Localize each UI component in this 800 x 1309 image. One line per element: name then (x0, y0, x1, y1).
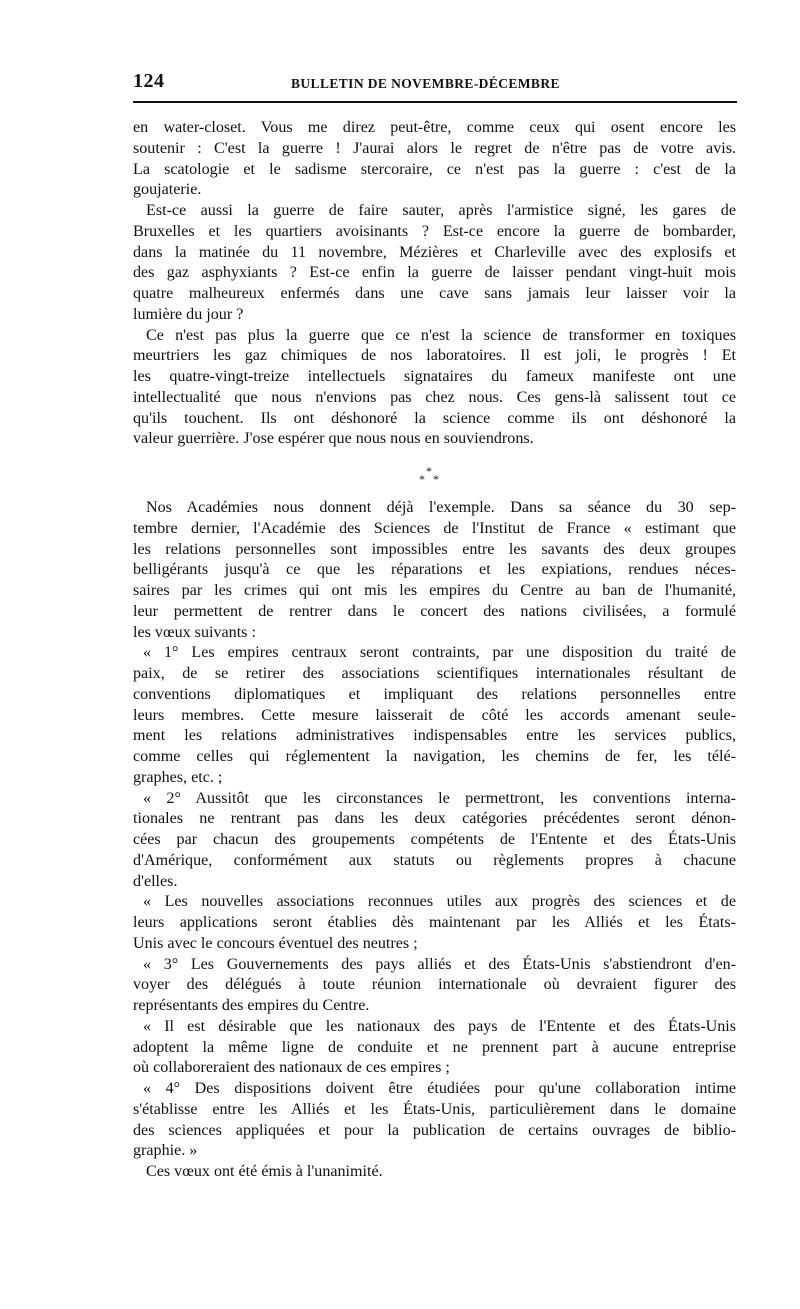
paragraph (133, 1017, 736, 1079)
text-line: leurs applications seront établies dès maintenant par les Alliés et les États- (133, 914, 736, 931)
text-line: comme celles qui réglementent la navigation, les chemins de fer, les télé- (133, 748, 736, 765)
text-line: Ce n'est pas plus la guerre que ce n'est la science de transformer en toxiques (146, 326, 736, 344)
text-line: des sciences appliquées et pour la publication de certains ouvrages de biblio- (133, 1121, 736, 1139)
asterisk-mark: * (419, 472, 425, 486)
text-line: meurtriers les gaz chimiques de nos laboratoires. Il est joli, le progrès ! Et (133, 347, 736, 365)
text-line: représentants des empires du Centre. (133, 997, 370, 1014)
text-line: ment les relations administratives indispensables entre les services publics, (133, 727, 736, 745)
text-line: La scatologie et le sadisme stercoraire, ce n'est pas la guerre : c'est de la (133, 160, 736, 178)
paragraph (133, 643, 736, 788)
paragraph (133, 1162, 736, 1183)
text-line: « 4° Des dispositions doivent être étudiées pour qu'une collaboration intime (143, 1080, 736, 1097)
text-line: leur permettent de rentrer dans le concert des nations civilisées, a formulé (133, 602, 736, 620)
text-line: « 2° Aussitôt que les circonstances le permettront, les conventions interna- (143, 789, 736, 807)
page-number: 124 (133, 70, 165, 92)
asterisk-mark: * (433, 472, 439, 486)
text-line: les relations personnelles sont impossibles entre les savants des deux groupes (133, 540, 736, 558)
text-line: leurs membres. Cette mesure laisserait de côté les accords amenant seule- (133, 706, 736, 724)
text-line: « 1° Les empires centraux seront contraints, par une disposition du traité de (143, 644, 736, 662)
text-line: « 3° Les Gouvernements des pays alliés et des États-Unis s'abstiendront d'en- (143, 955, 736, 973)
text-line: « Il est désirable que les nationaux des pays de l'Entente et des États-Unis (143, 1017, 736, 1035)
header-rule (133, 101, 737, 103)
text-line: lumière du jour ? (133, 305, 244, 323)
text-line: soutenir : C'est la guerre ! J'aurai alors le regret de n'être pas de votre avis. (133, 139, 736, 157)
text-line: Bruxelles et les quartiers avoisinants ? Est-ce encore la guerre de bombarder, (133, 222, 736, 240)
paragraph (133, 498, 736, 643)
paragraph (133, 892, 736, 954)
text-line: les vœux suivants : (133, 623, 256, 641)
text-line: valeur guerrière. J'ose espérer que nous nous en souviendrons. (133, 430, 534, 448)
section-break-asterism (133, 450, 736, 498)
paragraph (133, 955, 736, 1017)
paragraph (133, 789, 736, 893)
text-line: les quatre-vingt-treize intellectuels signataires du fameux manifeste ont une (133, 368, 736, 385)
text-line: des gaz asphyxiants ? Est-ce enfin la guerre de laisser pendant vingt-huit mois (133, 264, 736, 282)
text-line: tionales ne rentrant pas dans les deux catégories précédentes seront dénon- (133, 810, 736, 828)
running-head: BULLETIN DE NOVEMBRE-DÉCEMBRE (291, 76, 560, 91)
text-line: graphes, etc. ; (133, 768, 223, 786)
page-header (133, 64, 735, 100)
paragraph (133, 326, 736, 451)
text-line: conventions diplomatiques et impliquant des relations personnelles entre (133, 685, 736, 703)
text-line: « Les nouvelles associations reconnues utiles aux progrès des sciences et de (143, 893, 736, 911)
text-line: Est-ce aussi la guerre de faire sauter, après l'armistice signé, les gares de (146, 202, 736, 219)
text-line: où collaboreraient des nationaux de ces empires ; (133, 1059, 450, 1077)
text-line: belligérants jusqu'à ce que les réparations et les expiations, rendues néces- (133, 561, 736, 579)
text-line: quatre malheureux enfermés dans une cave sans jamais leur laisser voir la (133, 285, 736, 302)
text-line: d'elles. (133, 872, 178, 890)
text-line: tembre dernier, l'Académie des Sciences de l'Institut de France « estimant que (133, 519, 736, 537)
text-line: cées par chacun des groupements compétents de l'Entente et des États-Unis (133, 831, 736, 848)
paragraph (133, 201, 736, 326)
text-line: Ces vœux ont été émis à l'unanimité. (146, 1163, 383, 1180)
text-line: Nos Académies nous donnent déjà l'exemple. Dans sa séance du 30 sep- (146, 499, 736, 516)
text-line: s'établisse entre les Alliés et les États-Unis, particulièrement dans le domaine (133, 1100, 736, 1118)
text-line: en water-closet. Vous me direz peut-être, comme ceux qui osent encore les (133, 119, 736, 136)
article-body (133, 118, 736, 1183)
text-line: intellectualité que nous n'envions pas chez nous. Ces gens-là salissent tout ce (133, 388, 736, 406)
text-line: goujaterie. (133, 181, 202, 199)
text-line: paix, de se retirer des associations scientifiques internationales résultant de (133, 665, 736, 682)
text-line: d'Amérique, conformément aux statuts ou règlements propres à chacune (133, 851, 736, 869)
text-line: Unis avec le concours éventuel des neutres ; (133, 934, 418, 952)
text-line: dans la matinée du 11 novembre, Mézières et Charleville avec des explosifs et (133, 243, 736, 261)
text-line: graphie. » (133, 1142, 198, 1160)
text-line: qu'ils touchent. Ils ont déshonoré la science comme ils ont déshonoré la (133, 409, 736, 427)
text-line: voyer des délégués à toute réunion internationale où devraient figurer des (133, 976, 736, 994)
paragraph (133, 1079, 736, 1162)
paragraph (133, 118, 736, 201)
asterisk-mark: * (426, 464, 432, 478)
text-line: saires par les crimes qui ont mis les empires du Centre au ban de l'humanité, (133, 582, 736, 599)
text-line: adoptent la même ligne de conduite et ne prennent part à aucune entreprise (133, 1038, 736, 1056)
